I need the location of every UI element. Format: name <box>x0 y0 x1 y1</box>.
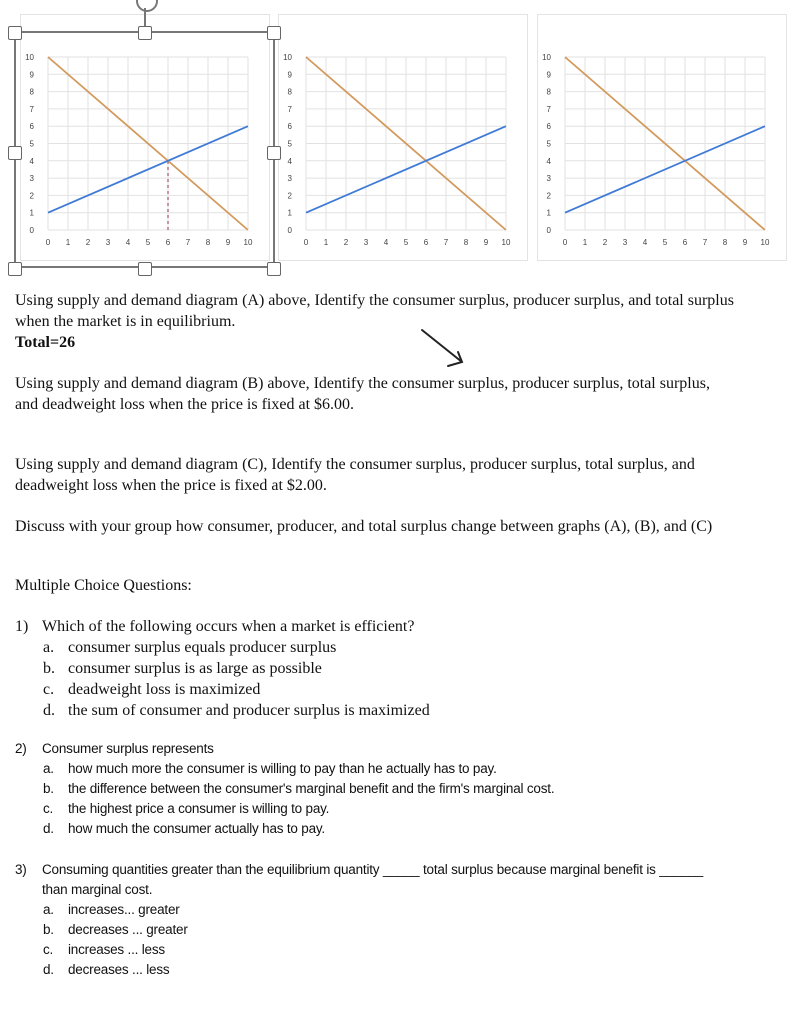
y-tick-label: 0 <box>287 226 292 235</box>
chart-b[interactable] <box>278 14 528 261</box>
option[interactable]: c. increases ... less <box>43 942 165 957</box>
x-tick-label: 10 <box>243 238 253 247</box>
y-tick-label: 1 <box>546 208 551 218</box>
x-tick-label: 1 <box>582 238 588 247</box>
y-tick-label: 4 <box>29 156 34 166</box>
y-tick-label: 2 <box>29 191 34 201</box>
y-tick-label: 8 <box>287 87 292 97</box>
option[interactable]: b. the difference between the consumer's marginal benefit and the firm's marginal cost. <box>43 781 555 796</box>
y-tick-label: 1 <box>29 208 34 218</box>
x-tick-label: 2 <box>343 238 349 247</box>
x-tick-label: 0 <box>303 238 309 247</box>
option[interactable]: c. deadweight loss is maximized <box>43 681 261 698</box>
y-tick-label: 5 <box>287 139 292 149</box>
y-tick-label: 5 <box>29 139 34 149</box>
option[interactable]: b. consumer surplus is as large as possible <box>43 660 322 677</box>
x-tick-label: 7 <box>443 238 449 247</box>
y-tick-label: 7 <box>287 104 292 114</box>
y-tick-label: 6 <box>287 122 292 132</box>
y-tick-label: 5 <box>546 139 551 149</box>
question-3: 3) Consuming quantities greater than the equilibrium quantity _____ total surplus because marginal benefit is ______ than marginal cost. a. increases... greater b. decreases ... greater c. increases ... less d. decreases ... less <box>15 860 703 980</box>
y-tick-label: 1 <box>287 208 292 218</box>
y-tick-label: 0 <box>29 226 34 235</box>
x-tick-label: 10 <box>760 238 770 247</box>
option[interactable]: a. consumer surplus equals producer surplus <box>43 639 337 656</box>
y-tick-label: 4 <box>546 156 551 166</box>
y-tick-label: 4 <box>287 156 292 166</box>
y-tick-label: 7 <box>546 104 551 114</box>
x-tick-label: 4 <box>383 238 389 247</box>
y-tick-label: 3 <box>29 174 34 184</box>
resize-handle[interactable] <box>138 262 152 276</box>
y-tick-label: 0 <box>546 226 551 235</box>
option[interactable]: a. increases... greater <box>43 902 180 917</box>
x-tick-label: 5 <box>662 238 668 247</box>
chart-c[interactable] <box>537 14 787 261</box>
x-tick-label: 2 <box>85 238 91 247</box>
x-tick-label: 0 <box>562 238 568 247</box>
chart-b-svg <box>279 15 527 260</box>
x-tick-label: 6 <box>423 238 429 247</box>
resize-handle[interactable] <box>267 26 281 40</box>
total-note: Total=26 <box>15 334 76 351</box>
x-tick-label: 9 <box>742 238 748 247</box>
option[interactable]: d. decreases ... less <box>43 962 170 977</box>
question-b: Using supply and demand diagram (B) above, Identify the consumer surplus, producer surplus, total surplus, and deadweight loss when the price is fixed at $6.00. <box>15 375 710 413</box>
resize-handle[interactable] <box>138 26 152 40</box>
x-tick-label: 4 <box>125 238 131 247</box>
x-tick-label: 8 <box>205 238 211 247</box>
y-tick-label: 10 <box>542 53 551 62</box>
y-tick-label: 3 <box>287 174 292 184</box>
resize-handle[interactable] <box>267 262 281 276</box>
option[interactable]: d. how much the consumer actually has to pay. <box>43 821 325 836</box>
question-1: 1) Which of the following occurs when a market is efficient? a. consumer surplus equals producer surplus b. consumer surplus is as large as possible c. deadweight loss is maximized d. the sum of consumer and producer surplus is maximized <box>15 618 430 719</box>
rotate-handle[interactable] <box>136 0 158 12</box>
resize-handle[interactable] <box>267 146 281 160</box>
y-tick-label: 2 <box>287 191 292 201</box>
resize-handle[interactable] <box>8 146 22 160</box>
x-tick-label: 5 <box>403 238 409 247</box>
x-tick-label: 3 <box>363 238 369 247</box>
handwritten-arrow-icon <box>418 326 468 374</box>
y-tick-label: 9 <box>287 70 292 80</box>
x-tick-label: 7 <box>702 238 708 247</box>
option[interactable]: d. the sum of consumer and producer surplus is maximized <box>43 702 430 719</box>
y-tick-label: 7 <box>29 104 34 114</box>
option[interactable]: c. the highest price a consumer is willing to pay. <box>43 801 330 816</box>
x-tick-label: 3 <box>622 238 628 247</box>
y-tick-label: 8 <box>546 87 551 97</box>
x-tick-label: 3 <box>105 238 111 247</box>
resize-handle[interactable] <box>8 262 22 276</box>
y-tick-label: 9 <box>546 70 551 80</box>
y-tick-label: 8 <box>29 87 34 97</box>
question-a: Using supply and demand diagram (A) above, Identify the consumer surplus, producer surplus, and total surplus when the market is in equilibrium. Total=26 <box>15 292 734 351</box>
x-tick-label: 5 <box>145 238 151 247</box>
mc-heading: Multiple Choice Questions: <box>15 577 192 594</box>
question-2: 2) Consumer surplus represents a. how much more the consumer is willing to pay than he actually has to pay. b. the difference between the consumer's marginal benefit and the firm's marginal cost. c. the highest price a consumer is willing to pay. d. how much the consumer actually has to pay. <box>15 739 554 839</box>
x-tick-label: 6 <box>165 238 171 247</box>
x-tick-label: 2 <box>602 238 608 247</box>
y-tick-label: 6 <box>546 122 551 132</box>
question-c: Using supply and demand diagram (C), Identify the consumer surplus, producer surplus, total surplus, and deadweight loss when the price is fixed at $2.00. <box>15 456 695 494</box>
y-tick-label: 6 <box>29 122 34 132</box>
x-tick-label: 8 <box>463 238 469 247</box>
x-tick-label: 8 <box>722 238 728 247</box>
y-tick-label: 10 <box>25 53 34 62</box>
x-tick-label: 4 <box>642 238 648 247</box>
x-tick-label: 10 <box>501 238 511 247</box>
y-tick-label: 3 <box>546 174 551 184</box>
selection-frame <box>14 31 275 268</box>
option[interactable]: b. decreases ... greater <box>43 922 188 937</box>
x-tick-label: 7 <box>185 238 191 247</box>
x-tick-label: 6 <box>682 238 688 247</box>
x-tick-label: 1 <box>65 238 71 247</box>
y-tick-label: 10 <box>283 53 292 62</box>
chart-c-svg <box>538 15 786 260</box>
y-tick-label: 2 <box>546 191 551 201</box>
x-tick-label: 0 <box>45 238 51 247</box>
discussion-prompt: Discuss with your group how consumer, producer, and total surplus change between graphs (A), (B), and (C) <box>15 518 713 535</box>
y-tick-label: 9 <box>29 70 34 80</box>
x-tick-label: 9 <box>483 238 489 247</box>
resize-handle[interactable] <box>8 26 22 40</box>
x-tick-label: 9 <box>225 238 231 247</box>
x-tick-label: 1 <box>323 238 329 247</box>
option[interactable]: a. how much more the consumer is willing to pay than he actually has to pay. <box>43 761 497 776</box>
